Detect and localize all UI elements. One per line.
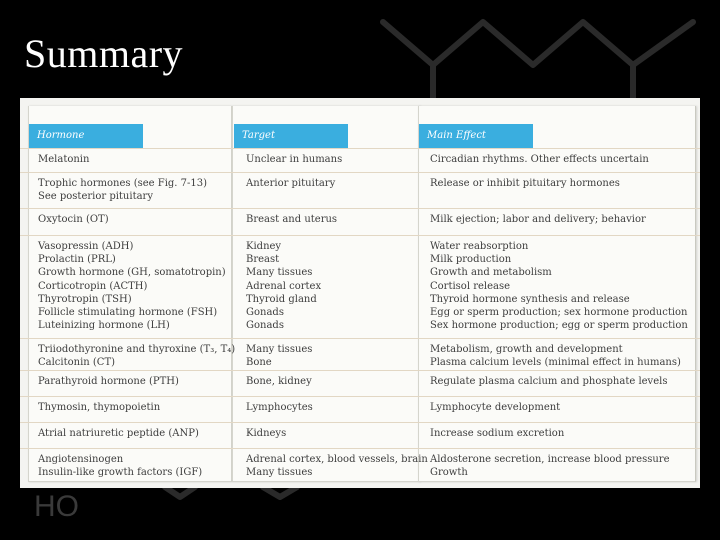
hormone-cell-line: Thyrotropin (TSH) xyxy=(38,293,132,305)
effect-cell-line: Cortisol release xyxy=(430,280,511,292)
target-cell-line: Gonads xyxy=(246,307,284,319)
target-cell-line: Lymphocytes xyxy=(246,402,313,413)
hormone-cell-line: Growth hormone (GH, somatotropin) xyxy=(38,267,226,279)
effect-cell-line: Growth and metabolism xyxy=(430,267,552,279)
hormone-cell-line: Angiotensinogen xyxy=(38,454,124,465)
effect-cell-line: Water reabsorption xyxy=(430,241,529,252)
hormone-cell-line: Melatonin xyxy=(38,154,90,165)
effect-cell xyxy=(430,343,681,369)
effect-cell-line: Sex hormone production; egg or sperm production xyxy=(430,320,688,332)
hydroxyl-label: HO xyxy=(34,490,79,523)
hormone-cell xyxy=(38,213,109,226)
effect-cell-line: Circadian rhythms. Other effects uncertain xyxy=(430,154,649,165)
target-cell-line: Many tissues xyxy=(246,344,313,355)
hormone-cell-line: Thymosin, thymopoietin xyxy=(38,402,161,413)
molecule-chain xyxy=(383,22,693,65)
effect-cell xyxy=(430,427,564,440)
hormone-cell-line: Follicle stimulating hormone (FSH) xyxy=(38,307,218,319)
table-row xyxy=(20,448,700,479)
hormone-cell-line: Parathyroid hormone (PTH) xyxy=(38,376,179,387)
effect-cell-line: Metabolism, growth and development xyxy=(430,344,623,355)
target-cell-line: Kidney xyxy=(246,241,282,252)
effect-cell-line: Release or inhibit pituitary hormones xyxy=(430,178,620,189)
effect-cell-line: Milk ejection; labor and delivery; behavior xyxy=(430,214,646,225)
hormone-cell-line: Luteinizing hormone (LH) xyxy=(38,320,170,332)
effect-cell-line: Thyroid hormone synthesis and release xyxy=(430,293,630,305)
target-cell xyxy=(246,427,286,440)
table-row xyxy=(20,172,700,203)
effect-cell-line: Egg or sperm production; sex hormone production xyxy=(430,307,688,319)
effect-cell xyxy=(430,153,649,166)
hormone-cell xyxy=(38,453,202,479)
target-cell xyxy=(246,343,312,369)
effect-cell-line: Regulate plasma calcium and phosphate levels xyxy=(430,376,668,387)
effect-cell-line: Growth xyxy=(430,467,468,479)
effect-cell xyxy=(430,375,667,388)
slide-title: Summary xyxy=(24,31,184,76)
hormone-cell-line: See posterior pituitary xyxy=(38,191,153,203)
target-cell-line: Bone, kidney xyxy=(246,376,312,387)
effect-cell xyxy=(430,213,646,226)
hormone-cell-line: Triiodothyronine and thyroxine (T₃, T₄) xyxy=(38,344,236,355)
effect-cell-line: Lymphocyte development xyxy=(430,402,561,413)
target-cell xyxy=(246,240,321,332)
effect-cell-line: Milk production xyxy=(430,254,512,266)
target-cell-line: Kidneys xyxy=(246,428,287,439)
effect-cell-line: Plasma calcium levels (minimal effect in humans) xyxy=(430,357,681,369)
effect-cell xyxy=(430,401,560,414)
hormone-cell-line: Vasopressin (ADH) xyxy=(38,241,134,252)
table-row xyxy=(20,338,700,369)
target-cell-line: Bone xyxy=(246,357,272,369)
target-cell xyxy=(246,213,337,226)
hormone-cell-line: Prolactin (PRL) xyxy=(38,254,116,266)
table-row xyxy=(20,235,700,332)
hormone-cell xyxy=(38,343,235,369)
effect-cell-line: Increase sodium excretion xyxy=(430,428,565,439)
target-cell-line: Many tissues xyxy=(246,467,313,479)
hormone-cell-line: Oxytocin (OT) xyxy=(38,214,109,225)
table-row xyxy=(20,148,700,165)
header-target: Target xyxy=(234,124,348,148)
hormone-cell xyxy=(38,427,199,440)
target-cell xyxy=(246,375,312,388)
hormone-cell-line: Corticotropin (ACTH) xyxy=(38,280,148,292)
target-cell xyxy=(246,153,342,166)
molecule-lower-1 xyxy=(165,487,195,497)
target-cell-line: Thyroid gland xyxy=(246,293,317,305)
target-cell-line: Many tissues xyxy=(246,267,313,279)
hormone-cell-line: Insulin-like growth factors (IGF) xyxy=(38,467,203,479)
target-cell-line: Gonads xyxy=(246,320,284,332)
table-row xyxy=(20,370,700,387)
target-cell xyxy=(246,401,313,414)
target-cell-line: Adrenal cortex, blood vessels, brain xyxy=(246,454,428,465)
effect-cell xyxy=(430,177,620,190)
hormone-cell xyxy=(38,375,179,388)
hormone-cell-line: Trophic hormones (see Fig. 7-13) xyxy=(38,178,208,189)
effect-cell xyxy=(430,453,669,479)
molecule-lower-2 xyxy=(263,487,297,497)
hormone-cell-line: Calcitonin (CT) xyxy=(38,357,116,369)
hormone-cell xyxy=(38,177,207,203)
target-cell-line: Unclear in humans xyxy=(246,154,343,165)
table-row xyxy=(20,422,700,439)
effect-cell-line: Aldosterone secretion, increase blood pressure xyxy=(430,454,670,465)
hormone-cell-line: Atrial natriuretic peptide (ANP) xyxy=(38,428,199,439)
target-cell-line: Breast and uterus xyxy=(246,214,338,225)
table-row xyxy=(20,396,700,413)
target-cell-line: Adrenal cortex xyxy=(246,280,322,292)
hormone-cell xyxy=(38,240,226,332)
hormone-cell xyxy=(38,153,89,166)
target-cell xyxy=(246,453,428,479)
table-row xyxy=(20,208,700,225)
target-cell-line: Anterior pituitary xyxy=(246,178,336,189)
target-cell-line: Breast xyxy=(246,254,280,266)
target-cell xyxy=(246,177,335,190)
header-hormone: Hormone xyxy=(29,124,143,148)
hormone-cell xyxy=(38,401,160,414)
effect-cell xyxy=(430,240,688,332)
header-effect: Main Effect xyxy=(419,124,533,148)
